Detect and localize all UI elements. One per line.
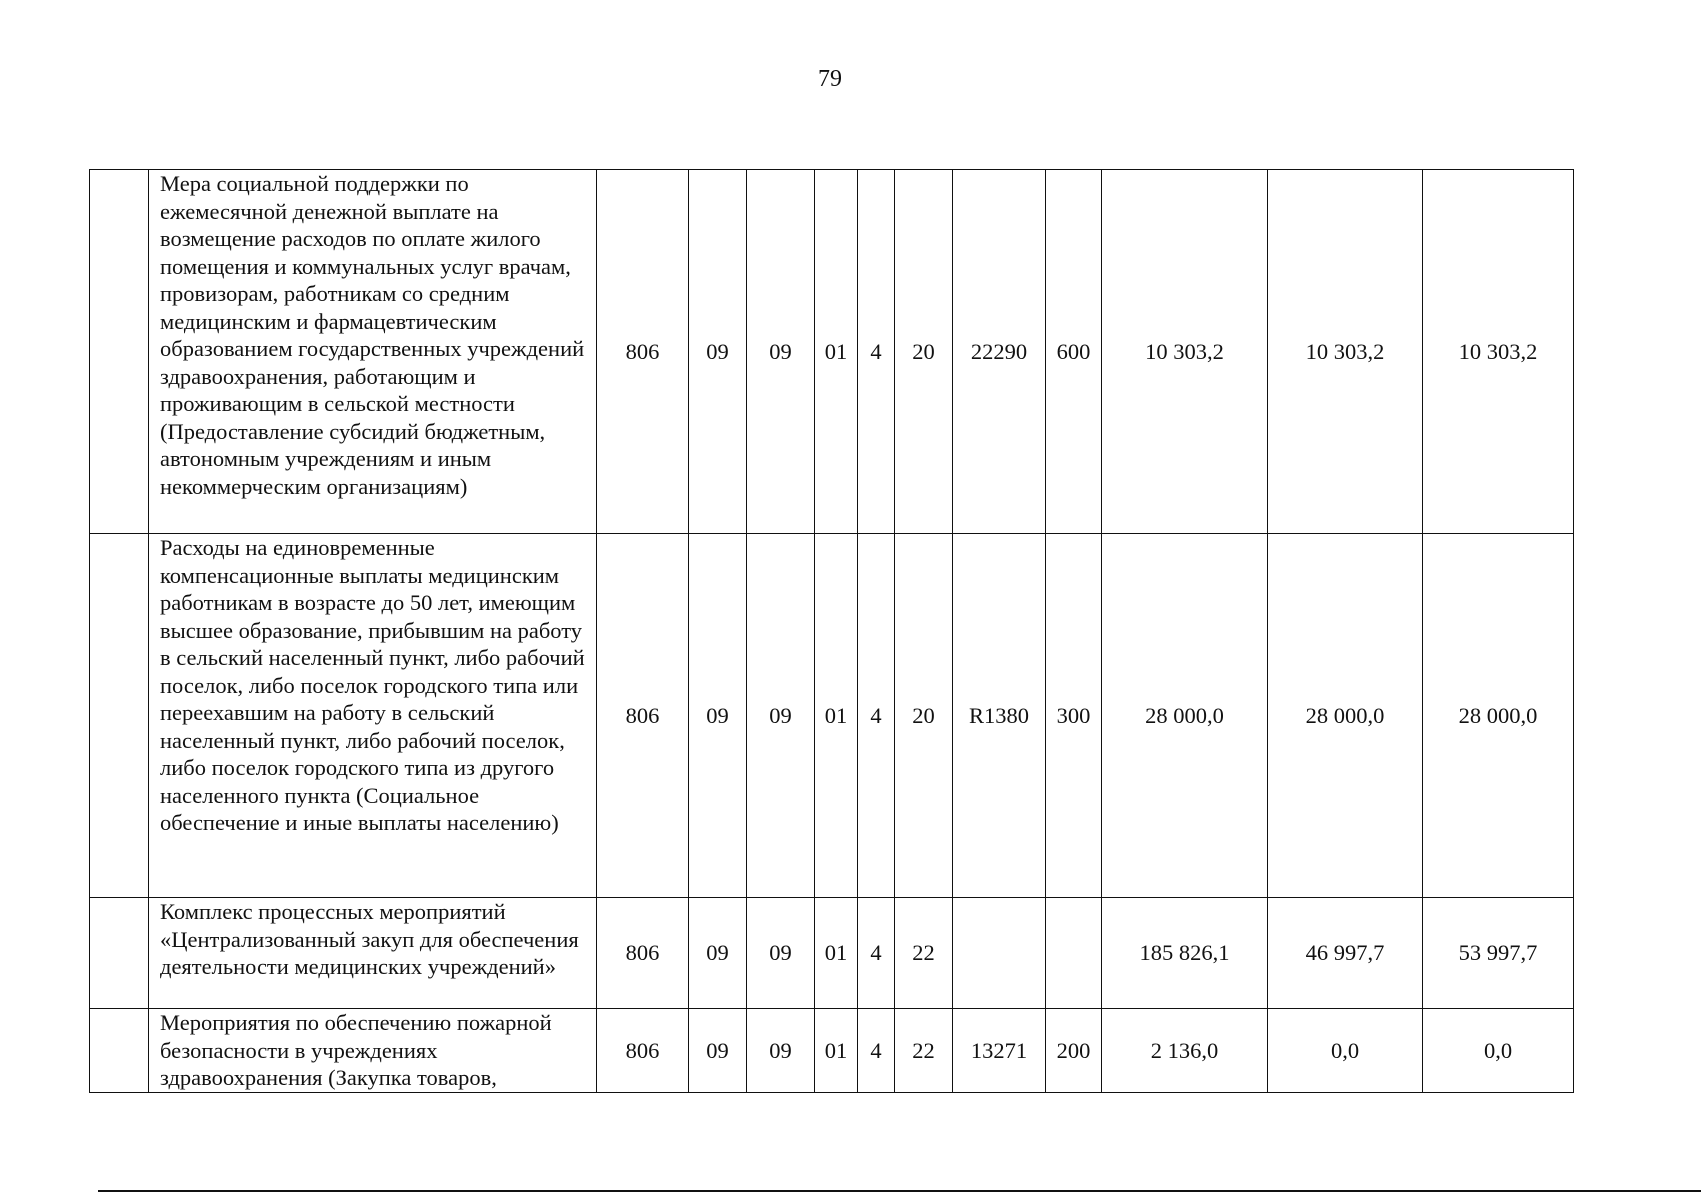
section-cell: 09 (689, 170, 747, 534)
sum-year2-cell: 10 303,2 (1268, 170, 1423, 534)
description-cell: Расходы на единовременные компенсационные выплаты медицинским работникам в возрасте до 50 лет, имеющим высшее образование, прибывшим на работу в сельский населенный пункт, либо рабочий поселок, либо поселок городского типа или переехавшим на работу в сельский населенный пункт, либо рабочий поселок, либо поселок городского типа из другого населенного пункта (Социальное обеспечение и иные выплаты населению) (149, 534, 597, 898)
description-cell: Мера социальной поддержки по ежемесячной денежной выплате на возмещение расходов по оплате жилого помещения и коммунальных услуг врачам, провизорам, работникам со средним медицинским и фармацевтическим образованием государственных учреждений здравоохранения, работающим и проживающим в сельской местности (Предоставление субсидий бюджетным, автономным учреждениям и иным некоммерческим организациям) (149, 170, 597, 534)
target-article-part2-cell: 4 (858, 1009, 895, 1093)
sum-year1-cell: 10 303,2 (1102, 170, 1268, 534)
sum-year1-cell: 185 826,1 (1102, 898, 1268, 1009)
subsection-cell: 09 (747, 1009, 815, 1093)
subsection-cell: 09 (747, 534, 815, 898)
table-row (90, 898, 1574, 1009)
target-article-part1-cell: 01 (815, 898, 858, 1009)
expense-type-cell (1046, 898, 1102, 1009)
target-article-part2-cell: 4 (858, 534, 895, 898)
target-article-part4-cell: 22290 (953, 170, 1046, 534)
section-cell: 09 (689, 898, 747, 1009)
row-index-cell (90, 170, 149, 534)
sum-year3-cell: 53 997,7 (1423, 898, 1574, 1009)
expense-type-cell: 200 (1046, 1009, 1102, 1093)
table-row (90, 1009, 1574, 1093)
row-index-cell (90, 1009, 149, 1093)
target-article-part2-cell: 4 (858, 898, 895, 1009)
grbs-cell: 806 (597, 1009, 689, 1093)
target-article-part3-cell: 20 (895, 534, 953, 898)
subsection-cell: 09 (747, 170, 815, 534)
target-article-part3-cell: 20 (895, 170, 953, 534)
page-bottom-rule (98, 1190, 1701, 1192)
grbs-cell: 806 (597, 170, 689, 534)
description-cell: Комплекс процессных мероприятий «Централизованный закуп для обеспечения деятельности медицинских учреждений» (149, 898, 597, 1009)
budget-table (89, 169, 1574, 1093)
target-article-part1-cell: 01 (815, 1009, 858, 1093)
section-cell: 09 (689, 534, 747, 898)
target-article-part3-cell: 22 (895, 1009, 953, 1093)
row-index-cell (90, 898, 149, 1009)
target-article-part4-cell (953, 898, 1046, 1009)
target-article-part1-cell: 01 (815, 170, 858, 534)
sum-year1-cell: 28 000,0 (1102, 534, 1268, 898)
section-cell: 09 (689, 1009, 747, 1093)
expense-type-cell: 300 (1046, 534, 1102, 898)
subsection-cell: 09 (747, 898, 815, 1009)
grbs-cell: 806 (597, 898, 689, 1009)
target-article-part4-cell: R1380 (953, 534, 1046, 898)
target-article-part4-cell: 13271 (953, 1009, 1046, 1093)
sum-year3-cell: 0,0 (1423, 1009, 1574, 1093)
table-row (90, 170, 1574, 534)
sum-year1-cell: 2 136,0 (1102, 1009, 1268, 1093)
sum-year3-cell: 10 303,2 (1423, 170, 1574, 534)
row-index-cell (90, 534, 149, 898)
description-text: Мероприятия по обеспечению пожарной безопасности в учреждениях здравоохранения (Закупка товаров, (160, 1010, 552, 1090)
page-number: 79 (818, 66, 842, 92)
table-row (90, 534, 1574, 898)
sum-year2-cell: 28 000,0 (1268, 534, 1423, 898)
expense-type-cell: 600 (1046, 170, 1102, 534)
sum-year2-cell: 46 997,7 (1268, 898, 1423, 1009)
target-article-part2-cell: 4 (858, 170, 895, 534)
description-cell (149, 1009, 597, 1093)
target-article-part3-cell: 22 (895, 898, 953, 1009)
grbs-cell: 806 (597, 534, 689, 898)
sum-year2-cell: 0,0 (1268, 1009, 1423, 1093)
target-article-part1-cell: 01 (815, 534, 858, 898)
sum-year3-cell: 28 000,0 (1423, 534, 1574, 898)
